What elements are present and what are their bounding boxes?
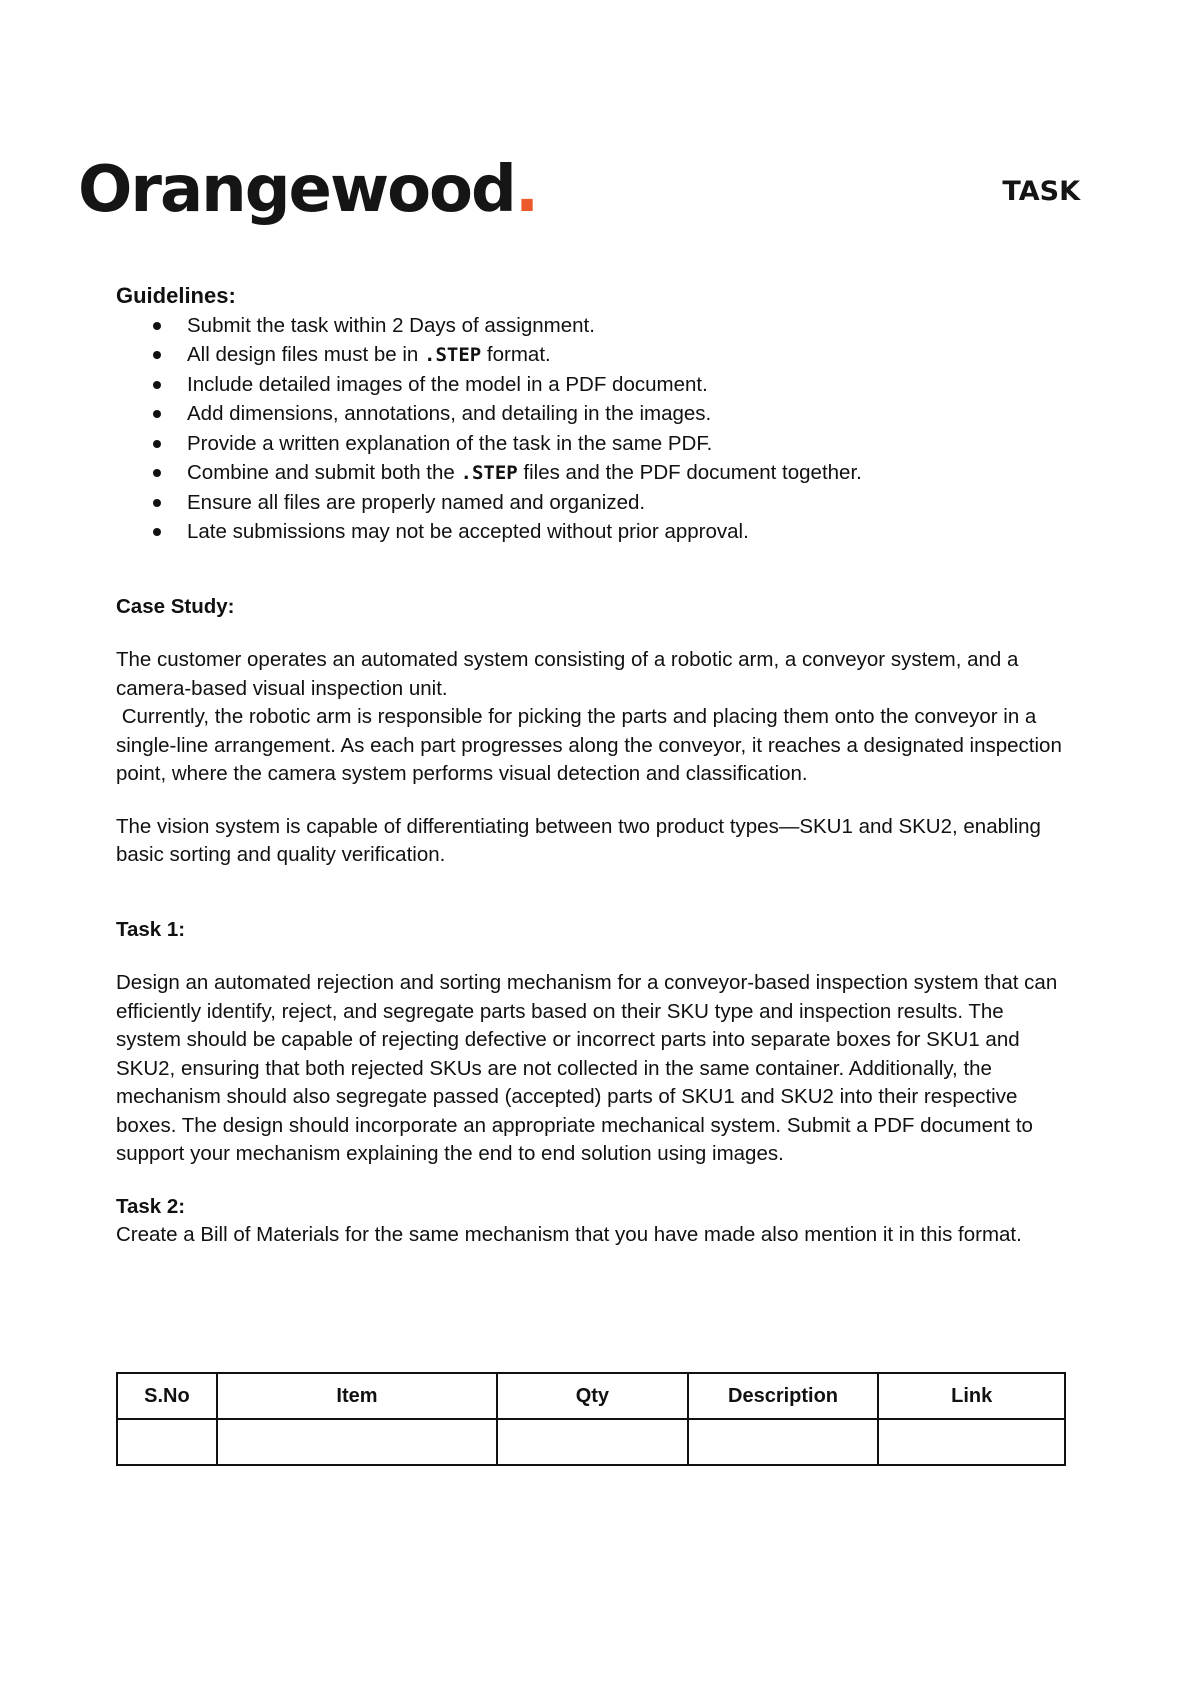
case-study-heading: Case Study: <box>116 594 235 618</box>
bullet-icon <box>153 440 161 448</box>
bullet-icon <box>153 410 161 418</box>
column-header-qty: Qty <box>497 1373 688 1419</box>
orangewood-logo <box>78 150 537 230</box>
bullet-icon <box>153 351 161 359</box>
guidelines-list <box>116 311 1066 547</box>
bullet-icon <box>153 469 161 477</box>
logo-text: Orangewood <box>78 153 515 227</box>
table-cell <box>878 1419 1065 1465</box>
page-label: TASK <box>1002 176 1080 207</box>
case-study-paragraph-1: The customer operates an automated system consisting of a robotic arm, a conveyor system, and a camera-based visual inspection unit. <box>116 648 1019 700</box>
guideline-item: All design files must be in .STEP format. <box>116 340 1066 370</box>
document-body <box>116 282 1066 1250</box>
guideline-item: Late submissions may not be accepted without prior approval. <box>116 517 1066 547</box>
document-header <box>78 150 1080 240</box>
file-format-code: .STEP <box>424 344 482 366</box>
task2-heading: Task 2: <box>116 1194 186 1218</box>
bullet-icon <box>153 381 161 389</box>
guideline-item: Include detailed images of the model in a PDF document. <box>116 370 1066 400</box>
bill-of-materials-table <box>116 1372 1066 1466</box>
guideline-item: Provide a written explanation of the task in the same PDF. <box>116 429 1066 459</box>
guideline-item: Combine and submit both the .STEP files and the PDF document together. <box>116 458 1066 488</box>
bullet-icon <box>153 528 161 536</box>
task1-body: Design an automated rejection and sorting mechanism for a conveyor-based inspection system that can efficiently identify, reject, and segregate parts based on their SKU type and inspection results. The system should be capable of rejecting defective or incorrect parts into separate boxes for SKU1 and SKU2, ensuring that both rejected SKUs are not collected in the same container. Additionally, the mechanism should also segregate passed (accepted) parts of SKU1 and SKU2 into their respective boxes. The design should incorporate an appropriate mechanical system. Submit a PDF document to support your mechanism explaining the end to end solution using images. <box>116 971 1058 1165</box>
file-format-code: .STEP <box>460 462 518 484</box>
bullet-icon <box>153 322 161 330</box>
task1-heading: Task 1: <box>116 917 186 941</box>
guideline-item: Add dimensions, annotations, and detailing in the images. <box>116 399 1066 429</box>
table-cell <box>117 1419 217 1465</box>
guideline-item: Ensure all files are properly named and organized. <box>116 488 1066 518</box>
guidelines-heading: Guidelines: <box>116 283 236 308</box>
bullet-icon <box>153 499 161 507</box>
column-header-description: Description <box>688 1373 879 1419</box>
task2-body: Create a Bill of Materials for the same mechanism that you have made also mention it in this format. <box>116 1223 1022 1246</box>
table-row <box>117 1419 1065 1465</box>
column-header-sno: S.No <box>117 1373 217 1419</box>
guideline-item: Submit the task within 2 Days of assignment. <box>116 311 1066 341</box>
table-cell <box>217 1419 497 1465</box>
column-header-item: Item <box>217 1373 497 1419</box>
table-cell <box>497 1419 688 1465</box>
table-cell <box>688 1419 879 1465</box>
column-header-link: Link <box>878 1373 1065 1419</box>
logo-dot: . <box>514 153 538 227</box>
case-study-paragraph-3: The vision system is capable of differentiating between two product types—SKU1 and SKU2, enabling basic sorting and quality verification. <box>116 814 1041 866</box>
table-header-row <box>117 1373 1065 1419</box>
case-study-paragraph-2: Currently, the robotic arm is responsible for picking the parts and placing them onto the conveyor in a single-line arrangement. As each part progresses along the conveyor, it reaches a designated inspection point, where the camera system performs visual detection and classification. <box>116 705 1068 785</box>
